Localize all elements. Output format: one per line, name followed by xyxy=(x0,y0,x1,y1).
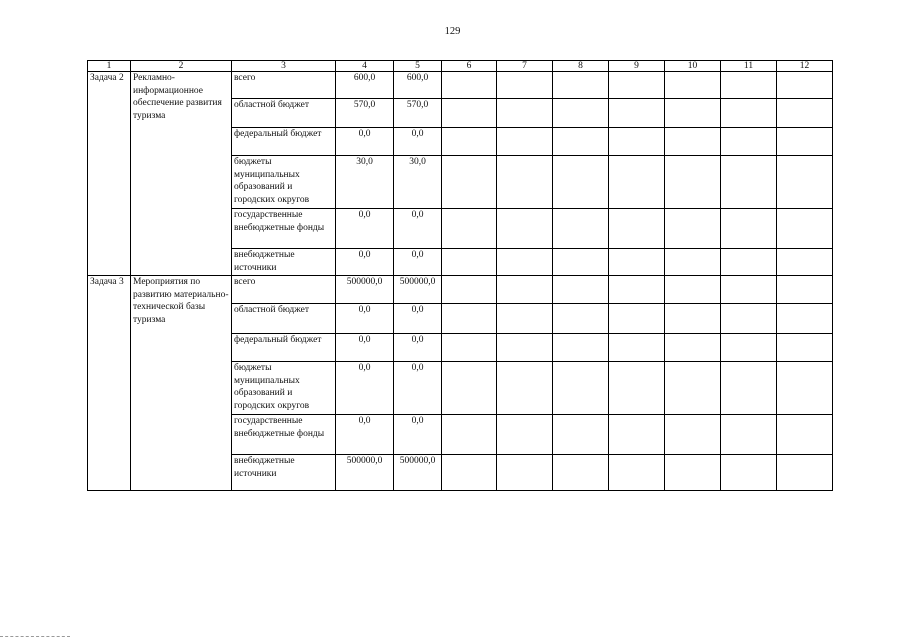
funding-source: бюджеты муниципальных образований и городских округов xyxy=(232,362,336,415)
header-row xyxy=(88,61,833,72)
value-col5: 0,0 xyxy=(394,249,442,276)
funding-source: всего xyxy=(232,276,336,304)
funding-source: всего xyxy=(232,72,336,99)
value-col4: 500000,0 xyxy=(336,455,394,491)
value-col5: 600,0 xyxy=(394,72,442,99)
value-col4: 0,0 xyxy=(336,249,394,276)
task-id: Задача 2 xyxy=(88,72,131,276)
value-col5: 0,0 xyxy=(394,362,442,415)
value-col5: 0,0 xyxy=(394,334,442,362)
column-header: 4 xyxy=(336,61,394,72)
scan-edge-mark xyxy=(0,636,70,638)
budget-table xyxy=(87,60,833,491)
column-header: 7 xyxy=(497,61,553,72)
value-col4: 30,0 xyxy=(336,156,394,209)
value-col5: 500000,0 xyxy=(394,276,442,304)
funding-source: внебюджетные источники xyxy=(232,249,336,276)
column-header: 1 xyxy=(88,61,131,72)
value-col5: 30,0 xyxy=(394,156,442,209)
column-header: 8 xyxy=(553,61,609,72)
page-number: 129 xyxy=(444,26,461,37)
column-header: 2 xyxy=(131,61,232,72)
value-col5: 0,0 xyxy=(394,415,442,455)
value-col4: 0,0 xyxy=(336,362,394,415)
task-name: Рекламно-информационное обеспечение развития туризма xyxy=(131,72,232,276)
column-header: 3 xyxy=(232,61,336,72)
value-col4: 0,0 xyxy=(336,209,394,249)
funding-source: областной бюджет xyxy=(232,304,336,334)
value-col4: 600,0 xyxy=(336,72,394,99)
funding-source: государственные внебюджетные фонды xyxy=(232,415,336,455)
value-col5: 0,0 xyxy=(394,128,442,156)
value-col5: 570,0 xyxy=(394,99,442,128)
task-name: Мероприятия по развитию материально-технической базы туризма xyxy=(131,276,232,491)
value-col4: 500000,0 xyxy=(336,276,394,304)
value-col4: 0,0 xyxy=(336,415,394,455)
table-row xyxy=(88,72,833,99)
value-col4: 570,0 xyxy=(336,99,394,128)
value-col4: 0,0 xyxy=(336,334,394,362)
funding-source: внебюджетные источники xyxy=(232,455,336,491)
value-col5: 0,0 xyxy=(394,209,442,249)
value-col4: 0,0 xyxy=(336,304,394,334)
column-header: 5 xyxy=(394,61,442,72)
value-col4: 0,0 xyxy=(336,128,394,156)
funding-source: федеральный бюджет xyxy=(232,334,336,362)
funding-source: областной бюджет xyxy=(232,99,336,128)
column-header: 10 xyxy=(665,61,721,72)
value-col5: 500000,0 xyxy=(394,455,442,491)
task-id: Задача 3 xyxy=(88,276,131,491)
table-row xyxy=(88,276,833,304)
column-header: 6 xyxy=(442,61,497,72)
column-header: 11 xyxy=(721,61,777,72)
column-header: 9 xyxy=(609,61,665,72)
value-col5: 0,0 xyxy=(394,304,442,334)
funding-source: бюджеты муниципальных образований и городских округов xyxy=(232,156,336,209)
funding-source: федеральный бюджет xyxy=(232,128,336,156)
column-header: 12 xyxy=(777,61,833,72)
funding-source: государственные внебюджетные фонды xyxy=(232,209,336,249)
